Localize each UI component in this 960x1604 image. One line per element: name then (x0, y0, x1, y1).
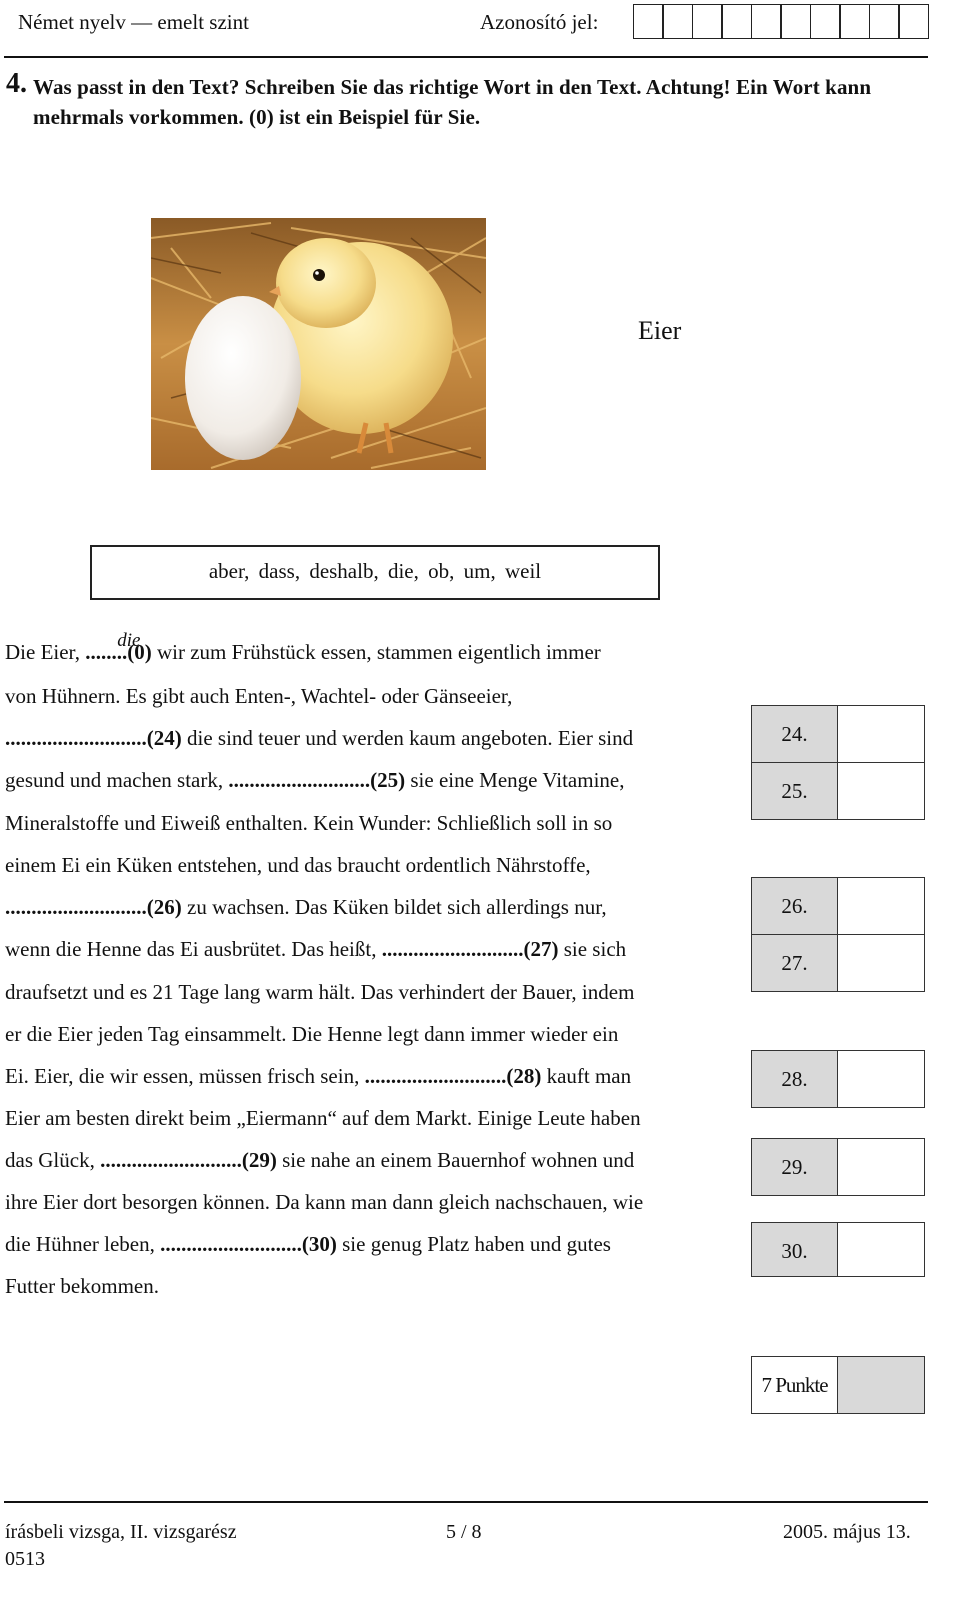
text-line: Futter bekommen. (5, 1274, 159, 1298)
answer-number-30: 30. (751, 1222, 838, 1277)
gap-dots[interactable]: ........................... (381, 937, 524, 961)
gap-dots[interactable]: ........................... (5, 726, 147, 750)
text-line (5, 726, 633, 751)
id-box[interactable] (810, 4, 841, 39)
text-line: draufsetzt und es 21 Tage lang warm hält. Das verhindert der Bauer, indem (5, 980, 635, 1004)
gap-number: (30) (301, 1232, 337, 1256)
answer-cell-26[interactable] (837, 877, 925, 935)
text-fragment: sie genug Platz haben und gutes (336, 1232, 611, 1256)
text-fragment: wir zum Frühstück essen, stammen eigentlich immer (151, 640, 601, 664)
header-rule (4, 56, 928, 58)
text-line: einem Ei ein Küken entstehen, und das braucht ordentlich Nährstoffe, (5, 853, 591, 877)
gap-number: (27) (523, 937, 559, 961)
id-box[interactable] (751, 4, 782, 39)
gap-dots[interactable]: ........................... (364, 1064, 507, 1088)
text-fragment: das Glück, (5, 1148, 101, 1172)
text-line (5, 630, 601, 665)
text-line (5, 768, 625, 793)
answer-cell-24[interactable] (837, 705, 925, 763)
footer-rule (4, 1501, 928, 1503)
answer-cell-27[interactable] (837, 934, 925, 992)
id-box[interactable] (869, 4, 900, 39)
text-fragment: wenn die Henne das Ei ausbrütet. Das heißt, (5, 937, 382, 961)
task-instruction: Was passt in den Text? Schreiben Sie das richtige Wort in den Text. Achtung! Ein Wort kann mehrmals vorkommen. (0) ist ein Beispiel für Sie. (33, 75, 872, 129)
points-label: 7 Punkte (751, 1356, 838, 1414)
footer-date: 2005. május 13. (783, 1521, 911, 1543)
exam-subject: Német nyelv — emelt szint (18, 10, 249, 34)
id-box[interactable] (898, 4, 929, 39)
example-gap (85, 630, 141, 665)
example-answer: die (117, 630, 141, 651)
text-line: er die Eier jeden Tag einsammelt. Die Henne legt dann immer wieder ein (5, 1022, 619, 1046)
text-line: Eier am besten direkt beim „Eiermann“ auf dem Markt. Einige Leute haben (5, 1106, 641, 1130)
answer-cell-28[interactable] (837, 1050, 925, 1108)
page-number: 5 / 8 (446, 1521, 482, 1543)
id-box[interactable] (633, 4, 664, 39)
word-box (90, 545, 660, 600)
id-boxes (634, 4, 929, 39)
text-line (5, 1064, 631, 1089)
gap-number: (26) (146, 895, 182, 919)
gap-dots[interactable]: ........................... (160, 1232, 302, 1256)
text-fragment: Ei. Eier, die wir essen, müssen frisch sein, (5, 1064, 365, 1088)
answer-number-26: 26. (751, 877, 838, 935)
gap-dots[interactable]: ........................... (5, 895, 147, 919)
answer-cell-25[interactable] (837, 762, 925, 820)
text-title: Eier (638, 316, 682, 345)
task-number: 4. (6, 68, 27, 99)
text-fragment: zu wachsen. Das Küken bildet sich allerdings nur, (181, 895, 607, 919)
word-list: aber, dass, deshalb, die, ob, um, weil (208, 559, 542, 583)
text-fragment: sie sich (558, 937, 627, 961)
gap-number: (29) (241, 1148, 277, 1172)
id-box[interactable] (721, 4, 752, 39)
text-line (5, 937, 626, 962)
text-line (5, 1148, 634, 1173)
answer-cell-30[interactable] (837, 1222, 925, 1277)
text-fragment: kauft man (541, 1064, 632, 1088)
text-line: von Hühnern. Es gibt auch Enten-, Wachtel- oder Gänseeier, (5, 684, 513, 708)
answer-cell-29[interactable] (837, 1138, 925, 1196)
answer-number-29: 29. (751, 1138, 838, 1196)
text-line (5, 895, 607, 920)
text-line: ihre Eier dort besorgen können. Da kann man dann gleich nachschauen, wie (5, 1190, 644, 1214)
text-fragment: sie nahe an einem Bauernhof wohnen und (276, 1148, 635, 1172)
answer-number-24: 24. (751, 705, 838, 763)
answer-number-28: 28. (751, 1050, 838, 1108)
gap-dots[interactable]: ........................... (100, 1148, 242, 1172)
text-fragment: Die Eier, (5, 640, 86, 664)
text-fragment: die Hühner leben, (5, 1232, 161, 1256)
gap-number: (25) (370, 768, 406, 792)
text-fragment: sie eine Menge Vitamine, (405, 768, 625, 792)
gap-number: (24) (146, 726, 182, 750)
id-box[interactable] (662, 4, 693, 39)
text-line: Mineralstoffe und Eiweiß enthalten. Kein Wunder: Schließlich soll in so (5, 811, 613, 835)
footer-code: 0513 (5, 1548, 45, 1570)
text-line (5, 1232, 611, 1257)
id-box[interactable] (692, 4, 723, 39)
gap-dots: ........ (85, 640, 128, 664)
text-fragment: die sind teuer und werden kaum angeboten. Eier sind (181, 726, 634, 750)
gap-dots[interactable]: ........................... (228, 768, 371, 792)
chick-and-egg-image (151, 218, 486, 470)
id-box[interactable] (839, 4, 870, 39)
text-fragment: gesund und machen stark, (5, 768, 229, 792)
points-cell[interactable] (837, 1356, 925, 1414)
gap-number: (0) (127, 640, 152, 664)
footer-exam-part: írásbeli vizsga, II. vizsgarész (5, 1521, 237, 1543)
answer-number-25: 25. (751, 762, 838, 820)
id-box[interactable] (780, 4, 811, 39)
id-label: Azonosító jel: (480, 10, 599, 34)
answer-number-27: 27. (751, 934, 838, 992)
gap-number: (28) (506, 1064, 542, 1088)
